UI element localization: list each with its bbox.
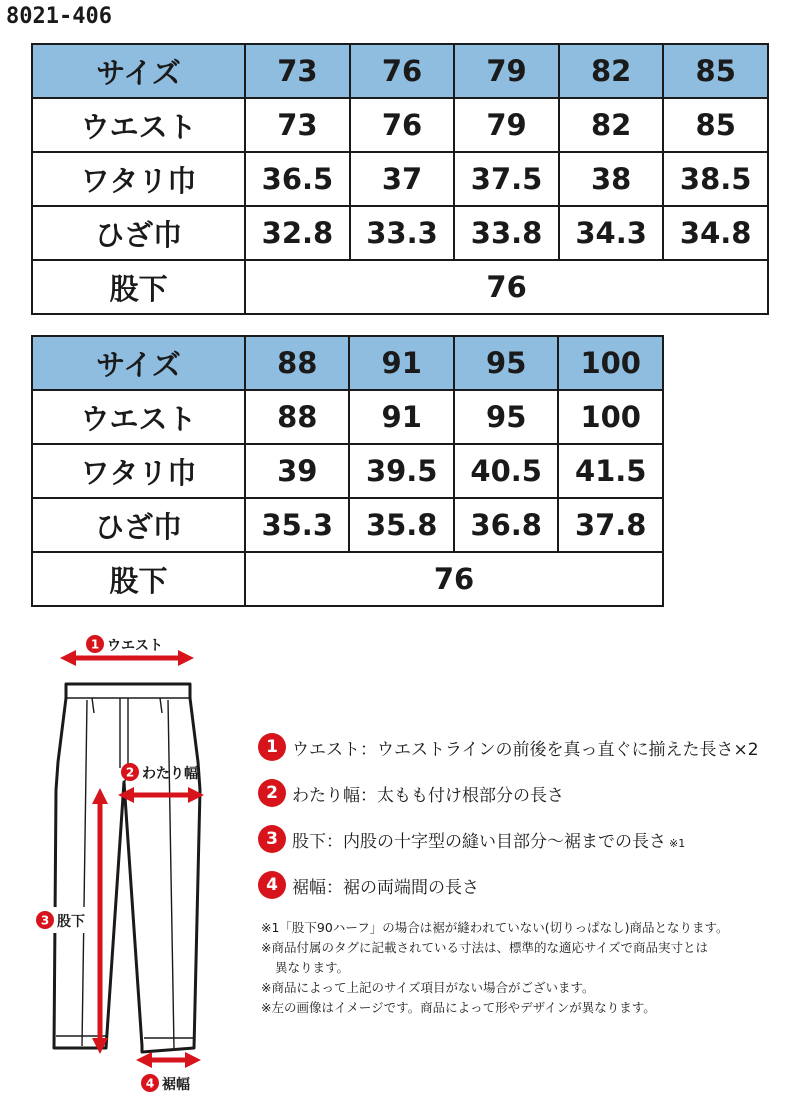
header-size: 73 (245, 44, 350, 98)
legend-item (258, 770, 798, 816)
table-row (32, 206, 768, 260)
legend-desc: ：裾の両端間の長さ (326, 877, 479, 898)
legend-desc: ：ウエストラインの前後を真っ直ぐに揃えた長さ×2 (360, 739, 759, 760)
row-label: ウエスト (32, 98, 245, 152)
cell-value: 88 (245, 390, 349, 444)
footnote: ※1「股下90ハーフ」の場合は裾が縫われていない(切りっぱなし)商品となります。 (261, 920, 729, 935)
diagram-label-inseam: 股下 (57, 914, 85, 930)
row-label: 股下 (32, 552, 245, 606)
row-label: ひざ巾 (32, 498, 245, 552)
cell-value: 40.5 (454, 444, 558, 498)
table-row (32, 498, 663, 552)
cell-value: 34.3 (559, 206, 664, 260)
table-row-inseam (32, 260, 768, 314)
size-table-1 (31, 43, 769, 315)
table-header-row (32, 44, 768, 98)
header-size: 100 (558, 336, 663, 390)
cell-value: 76 (350, 98, 455, 152)
cell-value: 35.3 (245, 498, 349, 552)
header-label: サイズ (32, 44, 245, 98)
table-header-row (32, 336, 663, 390)
legend-item (258, 724, 798, 770)
table-row-inseam (32, 552, 663, 606)
cell-value: 37.8 (558, 498, 663, 552)
legend-term: 裾幅 (292, 877, 326, 898)
cell-value: 85 (663, 98, 768, 152)
legend-term: わたり幅 (292, 785, 360, 806)
legend-desc: ：太もも付け根部分の長さ (360, 785, 564, 806)
legend-term: 股下 (292, 831, 326, 852)
cell-value: 41.5 (558, 444, 663, 498)
cell-value: 38.5 (663, 152, 768, 206)
cell-value: 32.8 (245, 206, 350, 260)
legend-item (258, 862, 798, 908)
number-badge-icon: 2 (258, 779, 286, 807)
product-code: 8021-406 (6, 4, 112, 29)
legend-desc: ：内股の十字型の縫い目部分～裾までの長さ (326, 831, 666, 852)
cell-value: 100 (558, 390, 663, 444)
cell-value: 38 (559, 152, 664, 206)
row-label: ウエスト (32, 390, 245, 444)
cell-value: 36.5 (245, 152, 350, 206)
badge-1-number: 1 (90, 637, 100, 652)
cell-value: 37.5 (454, 152, 559, 206)
legend-text (292, 781, 564, 806)
header-label: サイズ (32, 336, 245, 390)
footnote: ※左の画像はイメージです。商品によって形やデザインが異なります。 (261, 1000, 656, 1015)
header-size: 88 (245, 336, 349, 390)
pants-outline (54, 684, 200, 1052)
cell-value: 37 (350, 152, 455, 206)
cell-value: 79 (454, 98, 559, 152)
header-size: 85 (663, 44, 768, 98)
cell-value: 39.5 (349, 444, 453, 498)
row-label: ワタリ巾 (32, 152, 245, 206)
legend-text (292, 873, 479, 898)
cell-value: 34.8 (663, 206, 768, 260)
cell-value: 91 (349, 390, 453, 444)
cell-value: 95 (454, 390, 558, 444)
cell-value: 33.3 (350, 206, 455, 260)
diagram-label-hem: 裾幅 (162, 1077, 190, 1093)
cell-value: 36.8 (454, 498, 558, 552)
table-row (32, 390, 663, 444)
footnote: ※商品付属のタグに記載されている寸法は、標準的な適応サイズで商品実寸とは (261, 940, 708, 955)
footnote: ※商品によって上記のサイズ項目がない場合がございます。 (261, 980, 595, 995)
legend-text (292, 827, 685, 852)
number-badge-icon: 3 (258, 825, 286, 853)
row-label: ひざ巾 (32, 206, 245, 260)
cell-value: 35.8 (349, 498, 453, 552)
cell-value: 33.8 (454, 206, 559, 260)
cell-value: 73 (245, 98, 350, 152)
inseam-value: 76 (245, 260, 768, 314)
header-size: 76 (350, 44, 455, 98)
table-row (32, 98, 768, 152)
legend-term: ウエスト (292, 739, 360, 760)
badge-2-number: 2 (125, 765, 135, 780)
table-row (32, 444, 663, 498)
diagram-label-thigh: わたり幅 (142, 766, 198, 782)
number-badge-icon: 1 (258, 733, 286, 761)
header-size: 79 (454, 44, 559, 98)
inseam-value: 76 (245, 552, 663, 606)
legend-item (258, 816, 798, 862)
footnote-continuation: 異なります。 (275, 960, 350, 975)
header-size: 95 (454, 336, 558, 390)
footnotes (258, 918, 798, 1018)
legend-text (292, 735, 759, 760)
header-size: 82 (559, 44, 664, 98)
size-table-2 (31, 335, 664, 607)
table-row (32, 152, 768, 206)
cell-value: 39 (245, 444, 349, 498)
measurement-notes (258, 724, 798, 1018)
row-label: 股下 (32, 260, 245, 314)
badge-3-number: 3 (40, 913, 50, 928)
number-badge-icon: 4 (258, 871, 286, 899)
badge-4-number: 4 (145, 1076, 155, 1091)
row-label: ワタリ巾 (32, 444, 245, 498)
diagram-label-waist: ウエスト (107, 638, 163, 654)
cell-value: 82 (559, 98, 664, 152)
header-size: 91 (349, 336, 453, 390)
legend-note: ※1 (669, 836, 686, 850)
pants-diagram (0, 620, 240, 1115)
